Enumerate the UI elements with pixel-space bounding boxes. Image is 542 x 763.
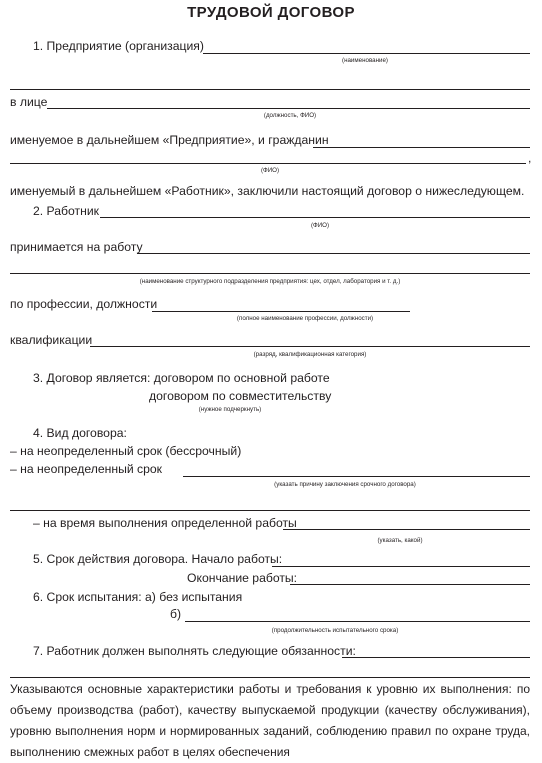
duties-note: Указываются основные характеристики работы и требования к уровню их выполнения: по объему производства (работ), качеству выпускаемой продукции (качеству обслуживания), уровню выполнения норм и нормированных заданий, соблюдению правил по охране труда, выполнению смежных работ в целях обеспечения <box>10 682 530 759</box>
underline-caption: (нужное подчеркнуть) <box>198 406 262 413</box>
indefinite-option: – на неопределенный срок (бессрочный) <box>10 444 242 458</box>
represented-by-caption: (должность, ФИО) <box>263 112 317 119</box>
duties-label: 7. Работник должен выполнять следующие обязанности: <box>33 644 356 658</box>
term-end-label: Окончание работы: <box>187 571 298 585</box>
profession-label: по профессии, должности <box>10 297 158 311</box>
enterprise-caption: (наименование) <box>342 57 388 64</box>
part-time-label: договором по совместительству <box>149 389 332 403</box>
definite-caption: (указать причину заключения срочного договора) <box>274 481 416 488</box>
contract-type-label: 4. Вид договора: <box>33 426 127 440</box>
enterprise-line[interactable] <box>203 53 530 54</box>
qualification-line[interactable] <box>90 346 530 347</box>
worker-line[interactable] <box>100 217 530 218</box>
duties-line-2[interactable] <box>10 677 530 678</box>
probation-line[interactable] <box>185 621 530 622</box>
profession-line[interactable] <box>152 311 410 312</box>
hired-to-line[interactable] <box>137 253 530 254</box>
definite-option: – на неопределенный срок <box>10 462 163 476</box>
qualification-caption: (разряд, квалификационная категория) <box>253 351 367 358</box>
enterprise-label: 1. Предприятие (организация) <box>33 39 204 53</box>
hereinafter-worker-text: именуемый в дальнейшем «Работник», заключили настоящий договор о нижеследующем. <box>10 184 525 198</box>
hereinafter-enterprise-text: именуемое в дальнейшем «Предприятие», и гражданин <box>10 133 329 147</box>
task-caption: (указать, какой) <box>377 537 423 544</box>
probation-caption: (продолжительность испытательного срока) <box>271 627 399 634</box>
citizen-line-2[interactable] <box>10 163 526 164</box>
term-start-line[interactable] <box>272 566 530 567</box>
worker-label: 2. Работник <box>33 204 99 218</box>
department-caption: (наименование структурного подразделения предприятия: цех, отдел, лаборатория и т. д.) <box>139 278 401 285</box>
worker-caption: (ФИО) <box>310 222 330 229</box>
contract-is-label: 3. Договор является: договором по основной работе <box>33 371 330 385</box>
definite-line-2[interactable] <box>10 510 530 511</box>
document-title: ТРУДОВОЙ ДОГОВОР <box>187 4 355 21</box>
citizen-caption: (ФИО) <box>260 167 280 174</box>
task-line[interactable] <box>283 529 530 530</box>
task-duration-option: – на время выполнения определенной работы <box>33 516 297 530</box>
duties-line[interactable] <box>342 657 530 658</box>
definite-line[interactable] <box>183 476 530 477</box>
represented-by-line[interactable] <box>47 108 530 109</box>
hired-to-label: принимается на работу <box>10 240 143 254</box>
qualification-label: квалификации <box>10 333 93 347</box>
probation-a-label: 6. Срок испытания: а) без испытания <box>33 590 243 604</box>
citizen-comma: , <box>528 151 532 165</box>
department-line[interactable] <box>10 273 530 274</box>
represented-by-label: в лице <box>10 95 48 109</box>
term-end-line[interactable] <box>290 584 530 585</box>
term-start-label: 5. Срок действия договора. Начало работы: <box>33 552 283 566</box>
probation-b-label: б) <box>170 607 182 621</box>
citizen-line[interactable] <box>313 147 530 148</box>
profession-caption: (полное наименование профессии, должности) <box>236 315 374 322</box>
enterprise-line-2[interactable] <box>10 89 530 90</box>
